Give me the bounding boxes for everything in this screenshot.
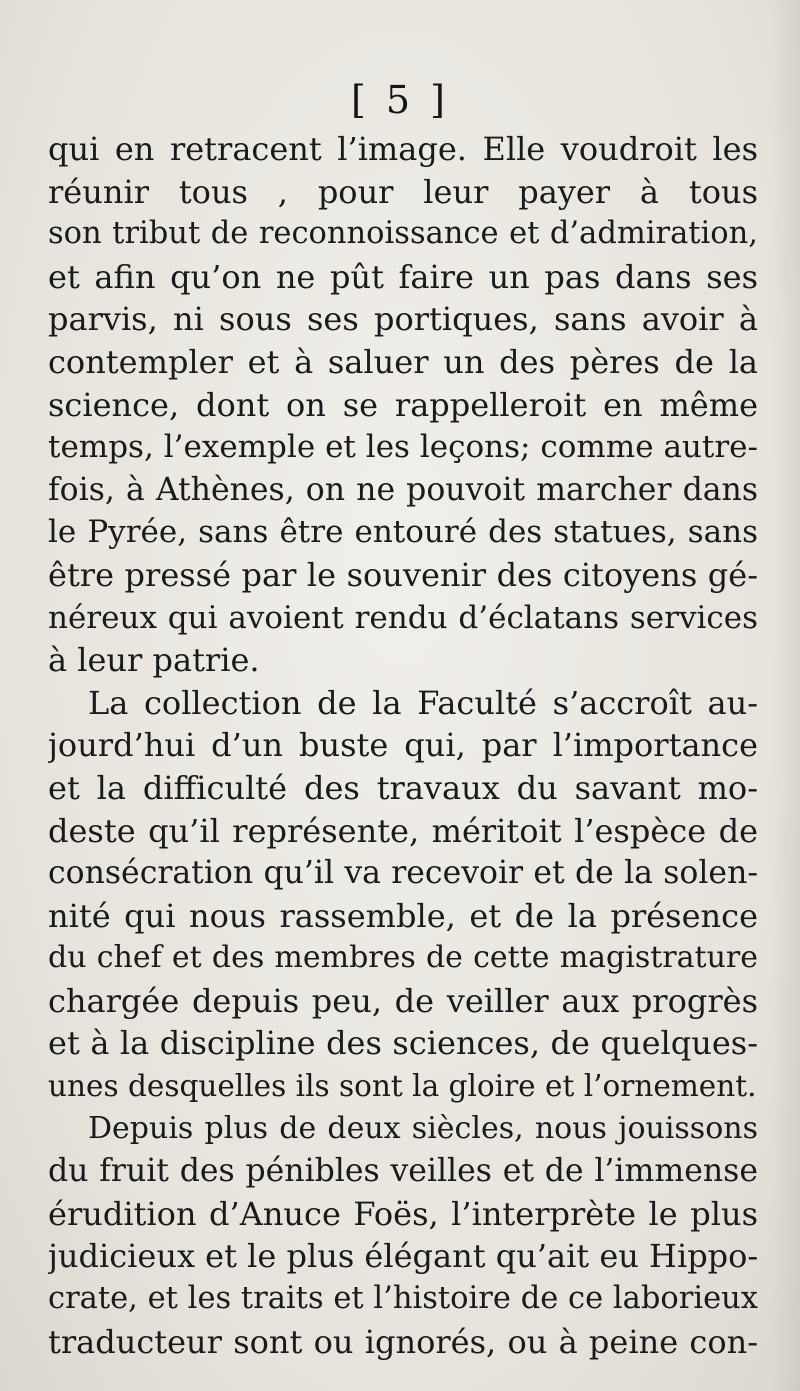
text-line: néreux qui avoient rendu d’éclatans services	[48, 599, 758, 636]
body-text	[48, 128, 758, 1363]
text-line: traducteur sont ou ignorés, ou à peine con-	[48, 1322, 758, 1361]
text-line: et à la discipline des sciences, de quelques-	[48, 1024, 758, 1063]
text-line: contempler et à saluer un des pères de la	[48, 342, 758, 381]
text-line: réunir tous , pour leur payer à tous	[48, 172, 758, 211]
text-line: du fruit des pénibles veilles et de l’immense	[48, 1153, 758, 1190]
text-line: et afin qu’on ne pût faire un pas dans ses	[48, 257, 758, 296]
text-line: science, dont on se rappelleroit en même	[48, 385, 758, 424]
text-line: chargée depuis peu, de veiller aux progrès	[48, 981, 758, 1020]
text-line: consécration qu’il va recevoir et de la solen-	[48, 855, 758, 892]
text-line: nité qui nous rassemble, et de la présence	[48, 896, 758, 935]
text-line: parvis, ni sous ses portiques, sans avoir à	[48, 300, 758, 339]
text-line: et la difficulté des travaux du savant mo-	[48, 768, 758, 807]
text-line: qui en retracent l’image. Elle voudroit les	[48, 130, 758, 168]
text-line: judicieux et le plus élégant qu’ait eu Hippo-	[48, 1237, 758, 1276]
text-line: être pressé par le souvenir des citoyens gé-	[48, 555, 758, 594]
text-line: temps, l’exemple et les leçons; comme autre-	[48, 429, 758, 466]
paragraph-start-line: La collection de la Faculté s’accroît au-	[88, 683, 758, 722]
paragraph-start-line: Depuis plus de deux siècles, nous jouissons	[88, 1110, 758, 1146]
text-line: fois, à Athènes, on ne pouvoit marcher dans	[48, 471, 758, 508]
paragraph-end-line: à leur patrie.	[48, 641, 260, 680]
text-line: son tribut de reconnoissance et d’admiration,	[48, 216, 758, 252]
text-line: érudition d’Anuce Foës, l’interprète le plus	[48, 1194, 758, 1233]
paragraph-end-line: unes desquelles ils sont la gloire et l’ornement.	[48, 1069, 757, 1104]
text-line: le Pyrée, sans être entouré des statues, sans	[48, 514, 758, 551]
text-line: du chef et des membres de cette magistrature	[48, 940, 758, 976]
text-line: crate, et les traits et l’histoire de ce laborieux	[48, 1281, 758, 1317]
page-number: [ 5 ]	[351, 78, 449, 122]
page-edge-shadow	[770, 0, 800, 1391]
text-line: deste qu’il représente, méritoit l’espèce de	[48, 811, 758, 850]
text-line: jourd’hui d’un buste qui, par l’importance	[48, 726, 758, 765]
